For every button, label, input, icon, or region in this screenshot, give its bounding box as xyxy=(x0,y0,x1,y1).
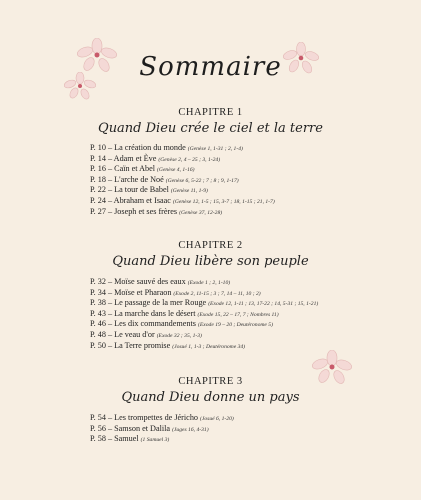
list-item xyxy=(90,164,410,175)
chapter-subtitle: Quand Dieu crée le ciel et la terre xyxy=(98,121,323,136)
page-title: Sommaire xyxy=(139,52,282,82)
list-item xyxy=(90,434,410,445)
entry-reference: (Genèse 1, 1-31 ; 2, 1-4) xyxy=(187,146,243,152)
entry-reference: (Genèse 12, 1-5 ; 15, 3-7 ; 18, 1-15 ; 21, 1-7) xyxy=(172,198,275,205)
entry-reference: (Josué 6, 1-20) xyxy=(200,416,234,422)
chapter-entries xyxy=(90,143,410,217)
entry-reference: (Genèse 6, 5-22 ; 7 ; 8 ; 9, 1-17) xyxy=(165,177,239,184)
list-item xyxy=(90,143,410,154)
chapter-subtitle: Quand Dieu donne un pays xyxy=(121,390,300,405)
list-item xyxy=(90,196,410,207)
list-item xyxy=(90,298,410,309)
list-item xyxy=(90,424,410,435)
entry-text: P. 43 – La marche dans le désert xyxy=(90,308,196,318)
entry-reference: (Genèse 37, 12-28) xyxy=(179,209,223,216)
list-item xyxy=(90,175,410,186)
chapter-subtitle: Quand Dieu libère son peuple xyxy=(112,254,309,269)
entry-text: P. 34 – Moïse et Pharaon xyxy=(90,287,172,297)
entry-text: P. 27 – Joseph et ses frères xyxy=(90,206,178,216)
entry-reference: (Josué 1, 1-3 ; Deutéronome 34) xyxy=(172,343,246,350)
list-item xyxy=(90,154,410,165)
entry-reference: (Genèse 4, 1-16) xyxy=(157,167,195,174)
chapter-label: CHAPITRE 2 xyxy=(178,240,243,251)
entry-reference: (Genèse 2, 4 – 25 ; 3, 1-24) xyxy=(158,156,221,163)
entry-text: P. 54 – Les trompettes de Jéricho xyxy=(90,413,199,422)
entry-text: P. 50 – La Terre promise xyxy=(90,340,171,350)
entry-text: P. 16 – Caïn et Abel xyxy=(90,164,156,174)
list-item xyxy=(90,288,410,299)
entry-text: P. 18 – L'arche de Noé xyxy=(90,174,164,184)
entry-text: P. 38 – Le passage de la mer Rouge xyxy=(90,298,207,308)
entry-reference: (Exode 19 – 20 ; Deutéronome 5) xyxy=(197,322,273,329)
chapter-entries xyxy=(90,413,410,445)
list-item xyxy=(90,207,410,218)
entry-reference: (Juges 16, 4-31) xyxy=(172,426,209,433)
list-item xyxy=(90,330,410,341)
list-item xyxy=(90,277,410,288)
entry-text: P. 10 – La création du monde xyxy=(90,143,186,152)
list-item xyxy=(90,341,410,352)
entry-text: P. 56 – Samson et Dalila xyxy=(90,423,171,433)
entry-reference: (Exode 15, 22 – 17, 7 ; Nombres 11) xyxy=(197,311,279,318)
entry-text: P. 58 – Samuel xyxy=(90,434,139,444)
entry-text: P. 14 – Adam et Ève xyxy=(90,153,157,163)
entry-reference: (Exode 2, 11-15 ; 3 ; 7, 14 – 11, 10 ; 2) xyxy=(173,290,261,297)
entry-reference: (Exode 32 ; 35, 1-3) xyxy=(156,332,202,339)
entry-text: P. 22 – La tour de Babel xyxy=(90,185,169,195)
entry-reference: (Exode 1 ; 2, 1-10) xyxy=(187,280,231,286)
entry-text: P. 32 – Moïse sauvé des eaux xyxy=(90,277,186,286)
entry-text: P. 24 – Abraham et Isaac xyxy=(90,195,171,205)
chapter-label: CHAPITRE 3 xyxy=(178,376,243,387)
entry-reference: (Exode 12, 1-11 ; 13, 17-22 ; 14, 5-31 ; 15, 1-21) xyxy=(208,301,319,308)
list-item xyxy=(90,413,410,424)
entry-text: P. 46 – Les dix commandements xyxy=(90,319,196,329)
entry-reference: (1 Samuel 3) xyxy=(140,437,170,444)
list-item xyxy=(90,309,410,320)
entry-reference: (Genèse 11, 1-9) xyxy=(170,188,208,195)
chapter-label: CHAPITRE 1 xyxy=(178,107,243,118)
list-item xyxy=(90,319,410,330)
chapter-entries xyxy=(90,277,410,351)
entry-text: P. 48 – Le veau d'or xyxy=(90,329,155,339)
list-item xyxy=(90,185,410,196)
